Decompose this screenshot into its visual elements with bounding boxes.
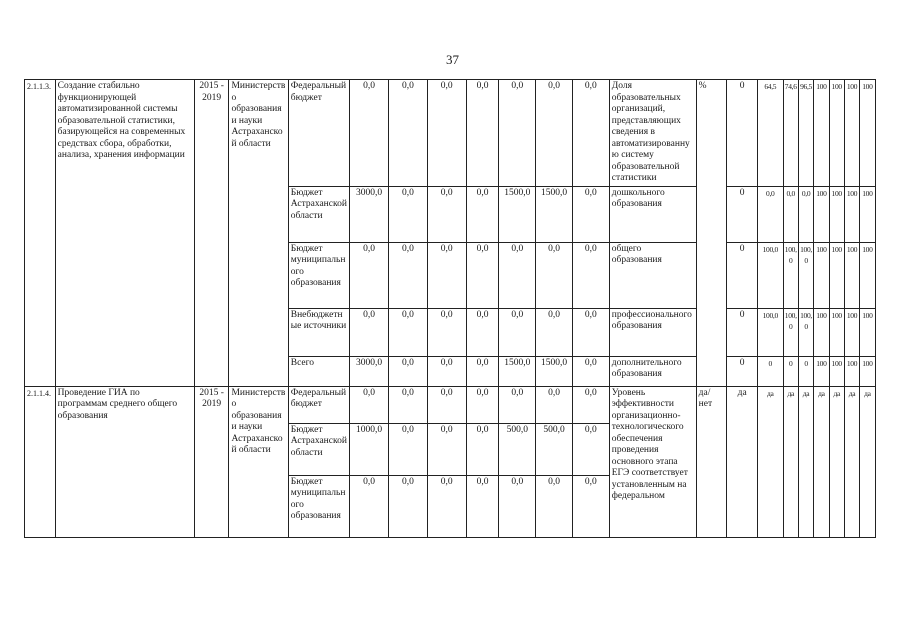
- source-label: Бюджет Астраханской области: [288, 423, 349, 475]
- target-value: 0: [727, 80, 758, 187]
- target-value: 74,6: [783, 80, 798, 187]
- target-value: 100: [829, 186, 844, 242]
- target-value: 100: [860, 242, 875, 308]
- row-years: 2015 - 2019: [194, 80, 229, 387]
- funding-value: 1000,0: [350, 423, 389, 475]
- target-value: да: [860, 386, 875, 537]
- funding-value: 0,0: [572, 80, 609, 187]
- target-value: 100: [814, 308, 829, 356]
- page-number: 37: [446, 52, 459, 67]
- funding-value: 0,0: [466, 423, 499, 475]
- target-value: да: [783, 386, 798, 537]
- funding-value: 0,0: [388, 80, 427, 187]
- funding-value: 0,0: [572, 475, 609, 537]
- funding-value: 0,0: [466, 308, 499, 356]
- funding-value: 0,0: [536, 475, 573, 537]
- target-value: 0: [727, 356, 758, 386]
- target-value: 100: [844, 308, 859, 356]
- source-label: Всего: [288, 356, 349, 386]
- target-value: 100: [844, 80, 859, 187]
- target-value: да: [814, 386, 829, 537]
- target-value: 100: [814, 242, 829, 308]
- target-value: да: [844, 386, 859, 537]
- funding-value: 0,0: [466, 356, 499, 386]
- funding-value: 0,0: [427, 308, 466, 356]
- row-code: 2.1.1.4.: [25, 386, 56, 537]
- funding-value: 0,0: [572, 186, 609, 242]
- target-value: да: [758, 386, 784, 537]
- indicator-name: общего образования: [609, 242, 696, 308]
- target-value: 100,0: [758, 308, 784, 356]
- target-value: 96,5: [798, 80, 813, 187]
- target-value: 100: [860, 186, 875, 242]
- funding-value: 0,0: [499, 308, 536, 356]
- target-value: 100: [860, 356, 875, 386]
- target-value: 64,5: [758, 80, 784, 187]
- funding-value: 0,0: [572, 386, 609, 423]
- funding-value: 0,0: [427, 80, 466, 187]
- target-value: 0: [783, 356, 798, 386]
- funding-value: 0,0: [572, 423, 609, 475]
- funding-value: 0,0: [466, 386, 499, 423]
- target-value: 0: [758, 356, 784, 386]
- funding-value: 0,0: [427, 356, 466, 386]
- target-value: 0: [727, 242, 758, 308]
- program-table: [24, 79, 888, 538]
- target-value: 100: [814, 186, 829, 242]
- target-value: 0: [727, 186, 758, 242]
- funding-value: 0,0: [466, 475, 499, 537]
- funding-value: 0,0: [350, 242, 389, 308]
- funding-value: 0,0: [427, 386, 466, 423]
- source-label: Федеральный бюджет: [288, 386, 349, 423]
- funding-value: 0,0: [350, 80, 389, 187]
- target-value: да: [798, 386, 813, 537]
- target-value: 0: [798, 356, 813, 386]
- source-label: Внебюджетные источники: [288, 308, 349, 356]
- funding-value: 0,0: [388, 308, 427, 356]
- funding-value: 3000,0: [350, 356, 389, 386]
- funding-value: 0,0: [388, 386, 427, 423]
- target-value: 100: [829, 80, 844, 187]
- target-value: 0,0: [783, 186, 798, 242]
- row-code: 2.1.1.3.: [25, 80, 56, 387]
- funding-value: 0,0: [388, 423, 427, 475]
- indicator-name: Доля образовательных организаций, представляющих сведения в автоматизированную систему образовательной статистики: [609, 80, 696, 187]
- target-value: 100: [860, 80, 875, 187]
- funding-value: 0,0: [572, 242, 609, 308]
- funding-value: 0,0: [427, 475, 466, 537]
- funding-value: 0,0: [536, 386, 573, 423]
- indicator-name: дополнительного образования: [609, 356, 696, 386]
- target-value: 0,0: [798, 186, 813, 242]
- target-value: 100: [814, 80, 829, 187]
- funding-value: 3000,0: [350, 186, 389, 242]
- funding-value: 0,0: [427, 242, 466, 308]
- table-row: [25, 80, 888, 187]
- funding-value: 0,0: [388, 242, 427, 308]
- target-value: 100: [860, 308, 875, 356]
- target-value: 100,0: [783, 242, 798, 308]
- funding-value: 0,0: [466, 80, 499, 187]
- funding-value: 0,0: [466, 186, 499, 242]
- funding-value: 0,0: [572, 356, 609, 386]
- funding-value: 0,0: [536, 308, 573, 356]
- funding-value: 1500,0: [499, 356, 536, 386]
- source-label: Федеральный бюджет: [288, 80, 349, 187]
- target-value: 100,0: [783, 308, 798, 356]
- target-value: да: [829, 386, 844, 537]
- funding-value: 0,0: [536, 242, 573, 308]
- source-label: Бюджет муниципального образования: [288, 242, 349, 308]
- funding-value: 0,0: [350, 308, 389, 356]
- target-value: 100: [844, 356, 859, 386]
- funding-value: 500,0: [499, 423, 536, 475]
- target-value: 100: [829, 242, 844, 308]
- funding-value: 0,0: [466, 242, 499, 308]
- funding-value: 0,0: [427, 423, 466, 475]
- funding-value: 0,0: [499, 242, 536, 308]
- funding-value: 0,0: [427, 186, 466, 242]
- funding-value: 0,0: [572, 308, 609, 356]
- indicator-unit: %: [696, 80, 727, 387]
- funding-value: 0,0: [388, 356, 427, 386]
- target-value: 100,0: [798, 308, 813, 356]
- target-value: 100,0: [758, 242, 784, 308]
- indicator-name: профессионального образования: [609, 308, 696, 356]
- row-executor: Министерство образования и науки Астраханской области: [229, 386, 288, 537]
- funding-value: 1500,0: [536, 186, 573, 242]
- table-row: [25, 386, 888, 423]
- target-value: да: [727, 386, 758, 537]
- funding-value: 500,0: [536, 423, 573, 475]
- target-value: 100: [829, 308, 844, 356]
- funding-value: 0,0: [499, 80, 536, 187]
- target-value: 0: [727, 308, 758, 356]
- target-value: 100: [829, 356, 844, 386]
- funding-value: 0,0: [499, 475, 536, 537]
- funding-value: 1500,0: [536, 356, 573, 386]
- source-label: Бюджет муниципального образования: [288, 475, 349, 537]
- funding-value: 0,0: [536, 80, 573, 187]
- target-value: 100: [844, 186, 859, 242]
- funding-value: 0,0: [499, 386, 536, 423]
- row-name: Создание стабильно функционирующей автоматизированной системы образовательной статистики, базирующейся на современных средствах сбора, обработки, анализа, хранения информации: [55, 80, 194, 387]
- target-value: 100: [844, 242, 859, 308]
- funding-value: 0,0: [350, 475, 389, 537]
- target-value: 100,0: [798, 242, 813, 308]
- funding-value: 1500,0: [499, 186, 536, 242]
- source-label: Бюджет Астраханской области: [288, 186, 349, 242]
- row-executor: Министерство образования и науки Астраханской области: [229, 80, 288, 387]
- target-value: 0,0: [758, 186, 784, 242]
- row-name: Проведение ГИА по программам среднего общего образования: [55, 386, 194, 537]
- target-value: 100: [814, 356, 829, 386]
- funding-value: 0,0: [388, 186, 427, 242]
- indicator-name: Уровень эффективности организационно-технологического обеспечения проведения основного этапа ЕГЭ соответствует установленным на федеральном: [609, 386, 696, 537]
- funding-value: 0,0: [388, 475, 427, 537]
- funding-value: 0,0: [350, 386, 389, 423]
- row-years: 2015 - 2019: [194, 386, 229, 537]
- indicator-unit: да/ нет: [696, 386, 727, 537]
- indicator-name: дошкольного образования: [609, 186, 696, 242]
